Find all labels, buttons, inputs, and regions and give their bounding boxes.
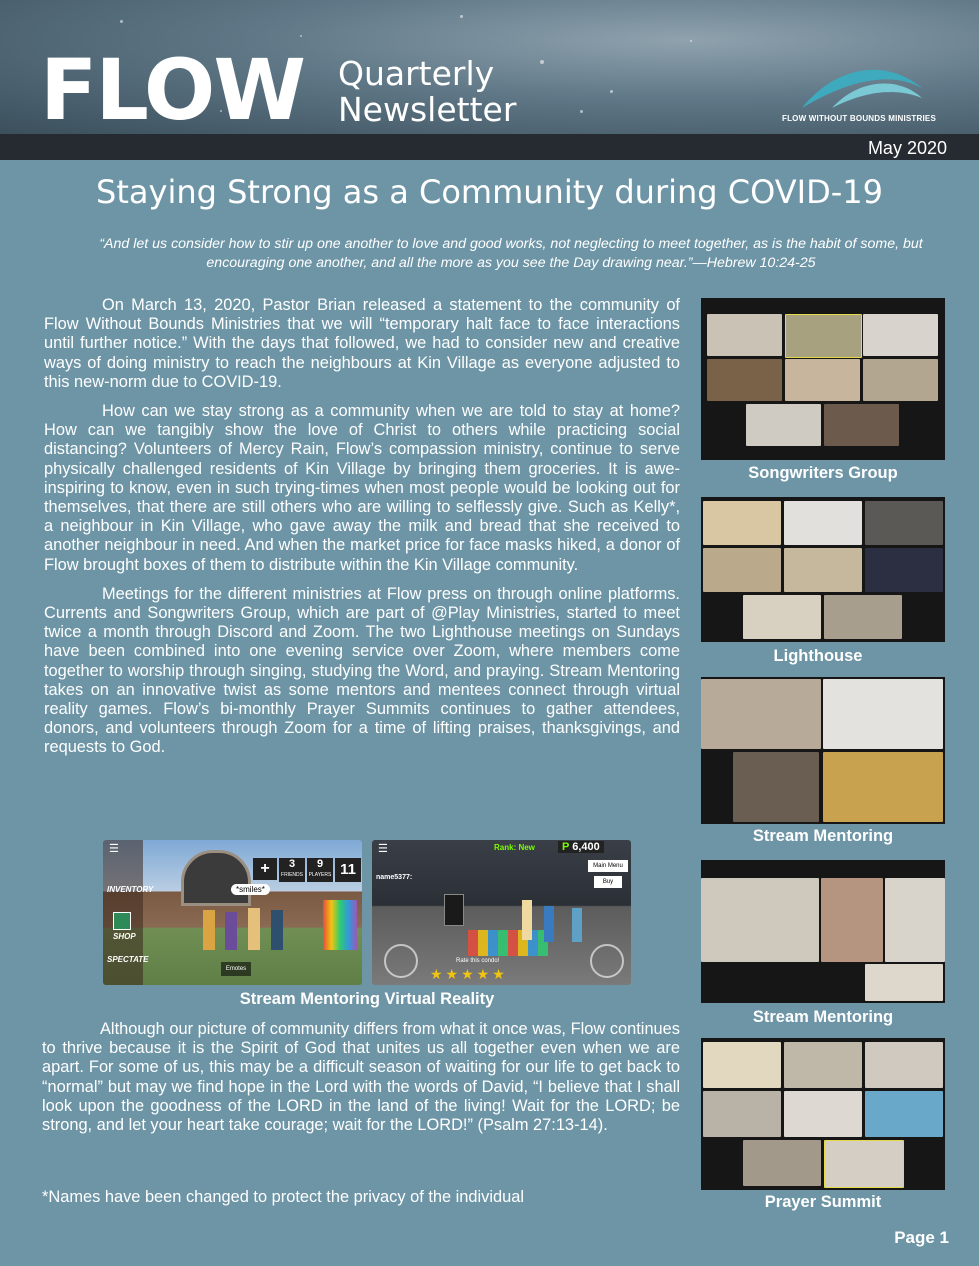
background-speck [690, 40, 692, 42]
avatar-figure [271, 910, 283, 950]
prayer-summit-zoom-photo [701, 1038, 945, 1190]
vr-screenshot-right [372, 840, 631, 985]
video-tile [743, 1140, 821, 1186]
rate-label: Rate this condo! [456, 958, 500, 964]
video-tile [865, 1042, 943, 1088]
avatar-figure [225, 912, 237, 950]
vr-screenshot-left [103, 840, 362, 985]
points-value: 6,400 [572, 841, 600, 853]
friends-label: FRIENDS [281, 872, 303, 878]
video-tile [785, 314, 862, 358]
avatar-figure [248, 908, 260, 950]
video-tile [703, 1042, 781, 1088]
video-tile [703, 1091, 781, 1137]
stream-mentoring-zoom-photo [701, 677, 945, 824]
video-tile [785, 359, 860, 401]
video-tile [865, 548, 943, 592]
newsletter-header [0, 0, 979, 134]
shop-button[interactable]: SHOP [113, 932, 136, 941]
video-tile [823, 752, 943, 822]
video-tile [885, 878, 945, 962]
video-tile [784, 548, 862, 592]
avatar-figure [572, 908, 582, 942]
chat-bubble: *smiles* [231, 884, 270, 895]
players-label: PLAYERS [308, 872, 332, 878]
joystick-control[interactable] [384, 944, 418, 978]
video-tile [784, 1042, 862, 1088]
player-tag: name5377: [376, 874, 413, 881]
background-speck [460, 15, 463, 18]
background-speck [540, 60, 544, 64]
page-number: Page 1 [894, 1228, 949, 1247]
video-tile [865, 964, 943, 1001]
photo-caption: Songwriters Group [748, 464, 898, 482]
video-tile [707, 314, 782, 356]
paragraph: Although our picture of community differs from what it once was, Flow continues to thrive because it is the Spirit of God that unites us all together even when we are apart. For some of us, this may be a difficult season of waiting for our life to get back to “normal” but may we find hope in the Lord with the words of David, “I believe that I shall look upon the goodness of the LORD in the land of the living! Wait for the LORD; be strong, and let your heart take courage; wait for the LORD!” (Psalm 27:13-14). [42, 1020, 680, 1135]
stream-mentoring-zoom-photo-2 [701, 860, 945, 1003]
video-tile [863, 314, 938, 356]
video-tile [784, 501, 862, 545]
video-tile [703, 548, 781, 592]
players-counter [307, 858, 333, 882]
video-tile [824, 1140, 904, 1188]
friends-counter [279, 858, 305, 882]
video-tile [824, 595, 902, 639]
privacy-footnote: *Names have been changed to protect the privacy of the individual [42, 1188, 525, 1206]
paragraph: Meetings for the different ministries at Flow press on through online platforms. Currents and Songwriters Group, which are part of @Play Ministries, started to meet twice a month through Discord and Zoom. The two Lighthouse meetings on Sundays have been combined into one evening service over Zoom, where members come together to worship through singing, studying the Word, and praying. Stream Mentoring takes on an innovative twist as some mentors and mentees connect through virtual reality games. Flow’s bi-monthly Prayer Summits continues to gather attendees, donors, and volunteers through Zoom for a time of lifting praises, thanksgivings, and requests to God. [44, 584, 680, 757]
jump-button[interactable] [590, 944, 624, 978]
arched-gate [181, 850, 251, 906]
video-tile [824, 404, 899, 446]
emotes-button[interactable]: Emotes [221, 962, 251, 976]
subtitle-line-quarterly: Quarterly [338, 54, 495, 93]
background-speck [580, 110, 583, 113]
video-tile [865, 501, 943, 545]
date-bar [0, 134, 979, 160]
inventory-button[interactable]: INVENTORY [107, 885, 154, 894]
video-tile [703, 501, 781, 545]
add-friend-button[interactable]: + [253, 858, 277, 880]
background-speck [610, 90, 613, 93]
points-icon: P [562, 841, 570, 853]
vr-caption: Stream Mentoring Virtual Reality [239, 990, 495, 1008]
photo-caption: Stream Mentoring [752, 1008, 894, 1026]
flow-logo-text: FLOW [40, 41, 304, 134]
ministry-name: FLOW WITHOUT BOUNDS MINISTRIES [782, 114, 936, 123]
subtitle-line-newsletter: Newsletter [338, 90, 517, 129]
rank-label: Rank: New [494, 843, 535, 852]
paragraph: How can we stay strong as a community when we are told to stay at home? How can we tangibly show the love of Christ to others while practicing social distancing? Volunteers of Mercy Rain, Flow’s compassion ministry, continue to serve physically challenged residents of Kin Village by bringing them groceries. It is awe-inspiring to know, even in such trying-times when most people would be looking out for themselves, that there are still others who are willing to selflessly give. Such as Kelly*, a neighbour in Kin Village, who gave away the milk and bread that she received to another neighbour in need. And when the market price for face masks hiked, a donor of Flow brought boxes of them to distribute within the Kin Village community. [44, 402, 680, 574]
video-tile [865, 1091, 943, 1137]
photo-caption: Lighthouse [773, 647, 863, 665]
points-counter [558, 841, 604, 853]
shop-icon [113, 912, 131, 930]
menu-icon[interactable]: ☰ [109, 843, 119, 855]
photo-caption: Prayer Summit [764, 1193, 882, 1211]
article-closing [42, 1020, 680, 1135]
video-tile [701, 679, 821, 749]
issue-date: May 2020 [867, 138, 947, 158]
video-tile [701, 878, 819, 962]
video-tile [746, 404, 821, 446]
count-badge: 11 [335, 858, 361, 882]
video-tile [821, 878, 883, 962]
main-menu-button[interactable]: Main Menu [588, 860, 628, 872]
video-tile [863, 359, 938, 401]
avatar-figure [544, 906, 554, 942]
video-tile [823, 679, 943, 749]
background-speck [300, 35, 302, 37]
newsletter-subtitle [338, 56, 516, 128]
video-tile [733, 752, 819, 822]
dance-floor [468, 930, 548, 956]
scripture-quote: “And let us consider how to stir up one another to love and good works, not neglecting to meet together, as is the habit of some, but encouraging one another, and all the more as you see the Day drawing near.”—Hebrew 10:24-25 [99, 236, 923, 271]
speaker-icon [444, 894, 464, 926]
lighthouse-zoom-photo [701, 497, 945, 642]
article-body [44, 296, 680, 768]
songwriters-zoom-photo [701, 298, 945, 460]
photo-caption: Stream Mentoring [752, 827, 894, 845]
spectate-button[interactable]: SPECTATE [107, 955, 149, 964]
avatar-figure [203, 910, 215, 950]
video-tile [784, 1091, 862, 1137]
video-tile [707, 359, 782, 401]
buy-button[interactable]: Buy [594, 876, 622, 888]
background-speck [120, 20, 123, 23]
friends-count: 3 [288, 858, 296, 870]
article-title: Staying Strong as a Community during COVID-19 [96, 173, 883, 211]
video-tile [743, 595, 821, 639]
rainbow-avatar [323, 900, 357, 950]
players-count: 9 [316, 858, 324, 870]
paragraph: On March 13, 2020, Pastor Brian released a statement to the community of Flow Without Bounds Ministries that we will “temporary halt face to face interactions until further notice.” With the days that followed, we had to consider new and creative ways of doing ministry to reach the neighbours at Kin Village as everyone adjusted to this new-norm due to COVID-19. [44, 296, 680, 391]
rating-stars[interactable]: ★★★★★ [430, 966, 508, 982]
avatar-figure [522, 900, 532, 940]
menu-icon[interactable]: ☰ [378, 843, 388, 855]
